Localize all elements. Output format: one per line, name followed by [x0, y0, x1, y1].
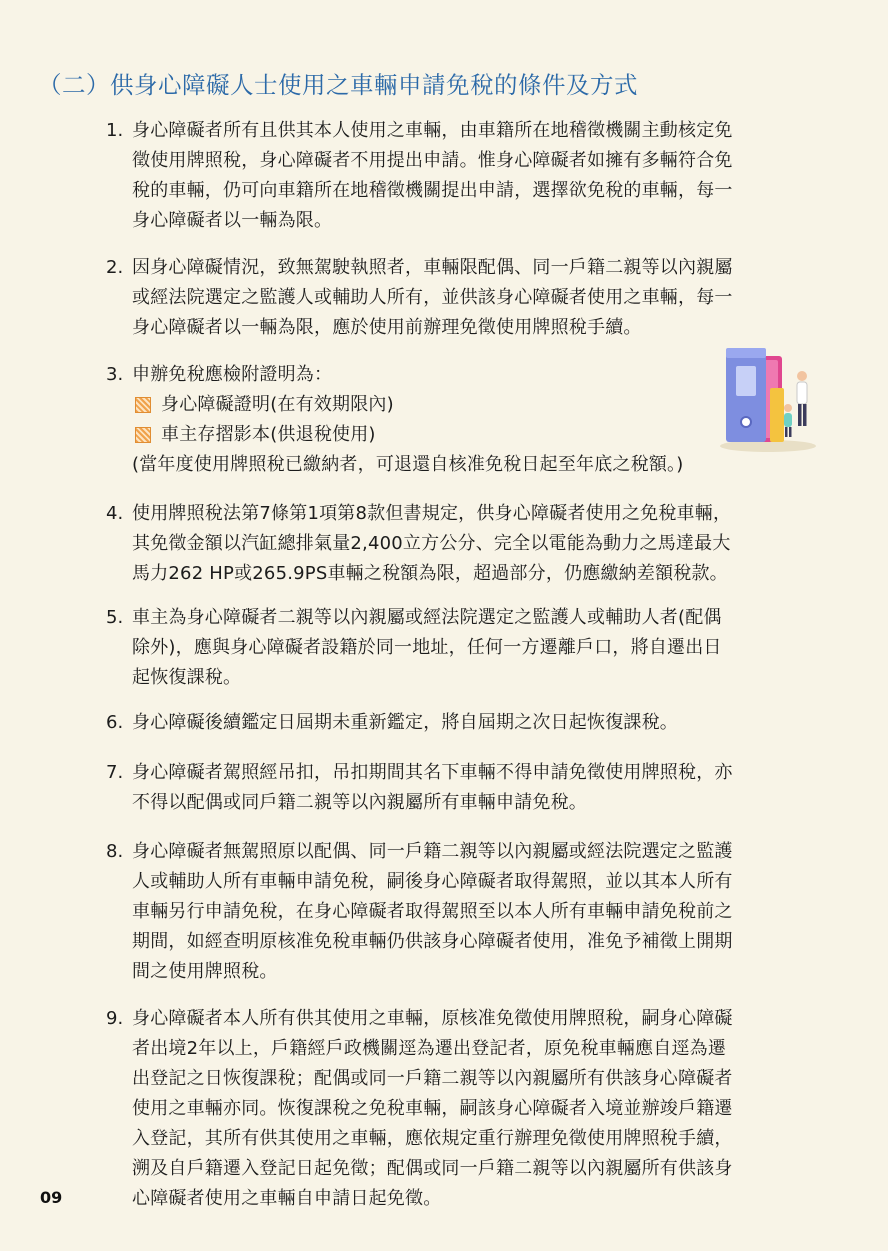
text-line: 身心障礙者駕照經吊扣，吊扣期間其名下車輛不得申請免徵使用牌照稅，亦 [132, 762, 733, 783]
item-number: 6. [106, 712, 124, 733]
text-line: 使用牌照稅法第7條第1項第8款但書規定，供身心障礙者使用之免稅車輛， [132, 503, 732, 524]
requirement-label: 車主存摺影本(供退稅使用) [161, 424, 376, 445]
item-text [132, 837, 832, 987]
hatched-bullet-icon [135, 427, 151, 443]
text-line: 馬力262 HP或265.9PS車輛之稅額為限，超過部分，仍應繳納差額稅款。 [132, 563, 728, 584]
section-title: （二）供身心障礙人士使用之車輛申請免稅的條件及方式 [38, 71, 638, 99]
item-number: 1. [106, 120, 124, 141]
text-line: 期間，如經查明原核准免稅車輛仍供該身心障礙者使用，准免予補徵上開期 [132, 931, 733, 952]
text-line: 出登記之日恢復課稅；配偶或同一戶籍二親等以內親屬所有供該身心障礙者 [132, 1068, 733, 1089]
item-text [132, 708, 832, 738]
item-number: 4. [106, 503, 124, 524]
text-line: 身心障礙者以一輛為限。 [132, 210, 333, 231]
text-line: 其免徵金額以汽缸總排氣量2,400立方公分、完全以電能為動力之馬達最大 [132, 533, 731, 554]
list-item-6 [106, 708, 832, 738]
text-line: 使用之車輛亦同。恢復課稅之免稅車輛，嗣該身心障礙者入境並辦竣戶籍遷 [132, 1098, 733, 1119]
text-line: 稅的車輛，仍可向車籍所在地稽徵機關提出申請，選擇欲免稅的車輛，每一 [132, 180, 733, 201]
text-line: 人或輔助人所有車輛申請免稅，嗣後身心障礙者取得駕照，並以其本人所有 [132, 871, 733, 892]
text-line: 身心障礙者以一輛為限，應於使用前辦理免徵使用牌照稅手續。 [132, 317, 642, 338]
text-line: 除外)，應與身心障礙者設籍於同一地址，任何一方遷離戶口，將自遷出日 [132, 637, 722, 658]
item-number: 8. [106, 841, 124, 862]
list-item-1 [106, 116, 832, 236]
text-line: 身心障礙者所有且供其本人使用之車輛，由車籍所在地稽徵機關主動核定免 [132, 120, 733, 141]
item-number: 2. [106, 257, 124, 278]
binders-with-people-illustration [712, 342, 822, 454]
item-intro: 申辦免稅應檢附證明為： [132, 364, 333, 385]
list-item-9 [106, 1004, 832, 1214]
text-line: 車主為身心障礙者二親等以內親屬或經法院選定之監護人或輔助人者(配偶 [132, 607, 722, 628]
item-text [132, 758, 832, 818]
item-text [132, 1004, 832, 1214]
text-line: 起恢復課稅。 [132, 667, 242, 688]
list-item-2 [106, 253, 832, 343]
text-line: 身心障礙後續鑑定日屆期未重新鑑定，將自屆期之次日起恢復課稅。 [132, 712, 678, 733]
text-line: 徵使用牌照稅，身心障礙者不用提出申請。惟身心障礙者如擁有多輛符合免 [132, 150, 733, 171]
text-line: 或經法院選定之監護人或輔助人所有，並供該身心障礙者使用之車輛，每一 [132, 287, 733, 308]
item-number: 3. [106, 364, 124, 385]
text-line: 者出境2年以上，戶籍經戶政機關逕為遷出登記者，原免稅車輛應自逕為遷 [132, 1038, 727, 1059]
item-text [132, 603, 832, 693]
text-line: 身心障礙者本人所有供其使用之車輛，原核准免徵使用牌照稅，嗣身心障礙 [132, 1008, 733, 1029]
list-item-4 [106, 499, 832, 589]
hatched-bullet-icon [135, 397, 151, 413]
text-line: 入登記，其所有供其使用之車輛，應依規定重行辦理免徵使用牌照稅手續， [132, 1128, 733, 1149]
list-item-8 [106, 837, 832, 987]
text-line: 因身心障礙情況，致無駕駛執照者，車輛限配偶、同一戶籍二親等以內親屬 [132, 257, 733, 278]
page-number: 09 [40, 1188, 63, 1207]
text-line: 間之使用牌照稅。 [132, 961, 278, 982]
list-item-7 [106, 758, 832, 818]
item-number: 7. [106, 762, 124, 783]
item-number: 5. [106, 607, 124, 628]
item-text [132, 116, 832, 236]
text-line: 身心障礙者無駕照原以配偶、同一戶籍二親等以內親屬或經法院選定之監護 [132, 841, 733, 862]
refund-note: (當年度使用牌照稅已繳納者，可退還自核准免稅日起至年底之稅額。) [132, 454, 684, 475]
item-number: 9. [106, 1008, 124, 1029]
text-line: 溯及自戶籍遷入登記日起免徵；配偶或同一戶籍二親等以內親屬所有供該身 [132, 1158, 733, 1179]
item-text [132, 499, 832, 589]
item-text [132, 253, 832, 343]
text-line: 不得以配偶或同戶籍二親等以內親屬所有車輛申請免稅。 [132, 792, 587, 813]
text-line: 車輛另行申請免稅，在身心障礙者取得駕照至以本人所有車輛申請免稅前之 [132, 901, 733, 922]
list-item-5 [106, 603, 832, 693]
requirement-label: 身心障礙證明(在有效期限內) [161, 394, 394, 415]
text-line: 心障礙者使用之車輛自申請日起免徵。 [132, 1188, 442, 1209]
